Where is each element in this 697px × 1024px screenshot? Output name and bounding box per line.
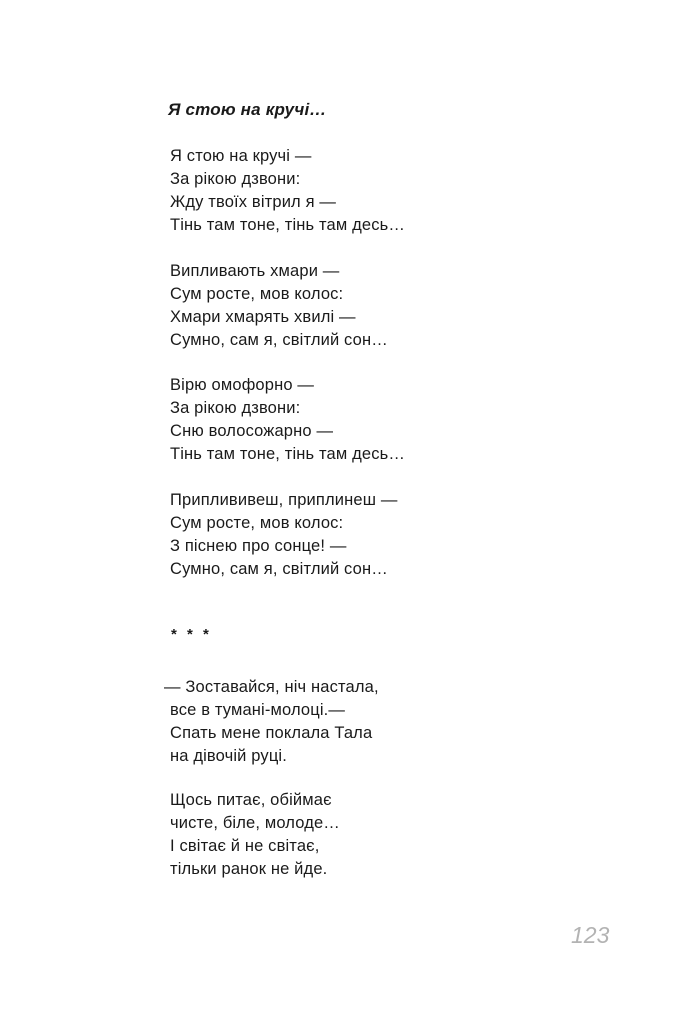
- verse-line: За рікою дзвони:: [170, 399, 301, 417]
- verse-line: Приплививеш, приплинеш —: [170, 491, 398, 509]
- verse-line: чисте, біле, молоде…: [170, 814, 340, 832]
- verse-line: Тінь там тоне, тінь там десь…: [170, 216, 406, 234]
- poem-title: Я стою на кручі…: [168, 100, 327, 119]
- poem1-stanza-3: [170, 374, 405, 466]
- page-number: 123: [571, 922, 610, 948]
- verse-line: Щось питає, обіймає: [170, 791, 332, 809]
- verse-line: Хмари хмарять хвилі —: [170, 308, 356, 326]
- verse-line: І світає й не світає,: [170, 837, 320, 855]
- verse-line: все в тумані-молоці.—: [170, 701, 346, 719]
- poem2-stanza-1: [164, 676, 379, 768]
- verse-line: Сумно, сам я, світлий сон…: [170, 560, 388, 578]
- verse-line: Тінь там тоне, тінь там десь…: [170, 445, 406, 463]
- verse-line: Спать мене поклала Тала: [170, 724, 373, 742]
- verse-line: Сум росте, мов колос:: [170, 514, 344, 532]
- verse-line: тільки ранок не йде.: [170, 860, 328, 878]
- verse-line: на дівочій руці.: [170, 747, 287, 765]
- verse-line: Я стою на кручі —: [170, 147, 312, 165]
- poem2-stanza-2: [170, 789, 340, 881]
- verse-line: Сню волосожарно —: [170, 422, 334, 440]
- verse-line: За рікою дзвони:: [170, 170, 301, 188]
- section-separator: * * *: [171, 626, 212, 643]
- verse-line: Вірю омофорно —: [170, 376, 315, 394]
- verse-line: Сумно, сам я, світлий сон…: [170, 331, 388, 349]
- verse-line: Випливають хмари —: [170, 262, 340, 280]
- verse-line: Жду твоїх вітрил я —: [170, 193, 337, 211]
- poem1-stanza-2: [170, 260, 388, 352]
- verse-line: З піснею про сонце! —: [170, 537, 347, 555]
- verse-line: Сум росте, мов колос:: [170, 285, 344, 303]
- poem1-stanza-4: [170, 489, 398, 581]
- poem1-stanza-1: [170, 145, 405, 237]
- verse-line: — Зоставайся, ніч настала,: [164, 678, 379, 696]
